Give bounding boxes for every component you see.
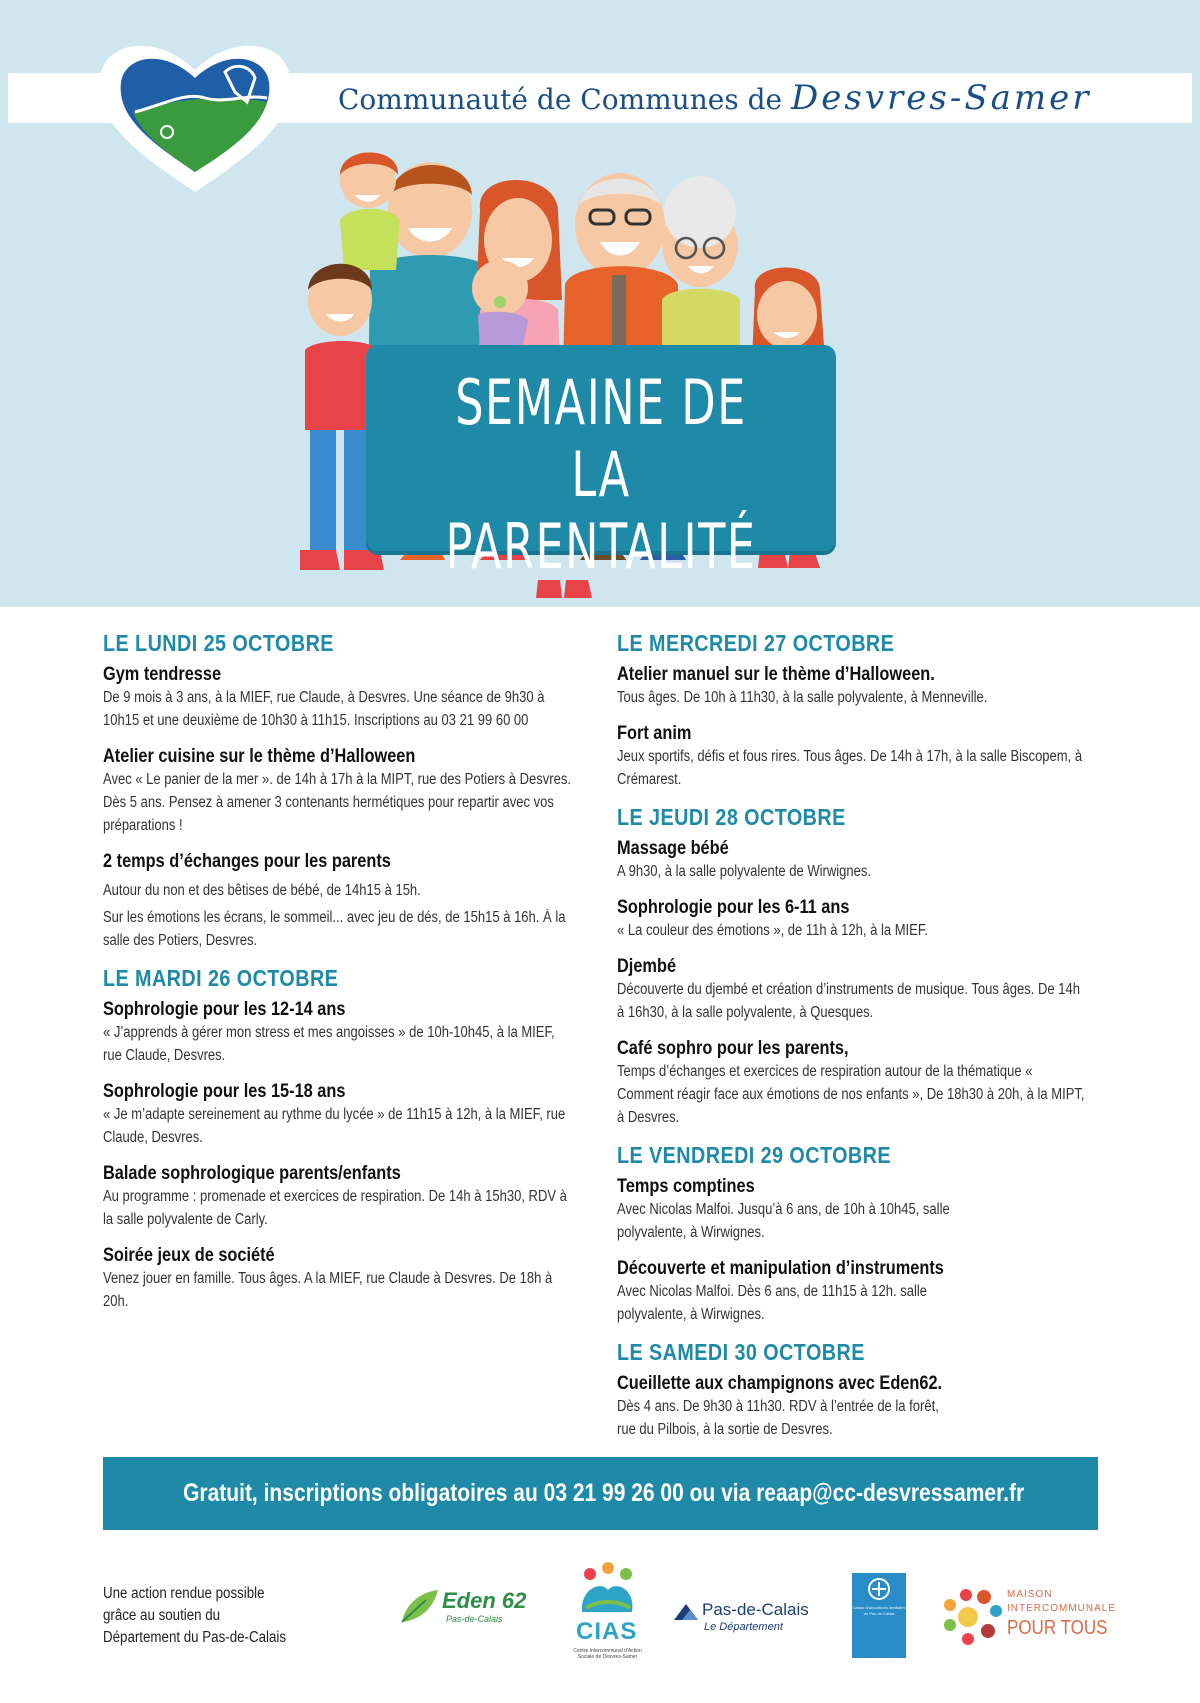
event-title: Sophrologie pour les 12-14 ans — [103, 999, 346, 1020]
registration-text: Gratuit, inscriptions obligatoires au 03 21 99 26 00 ou via reaap@cc-desvressamer.fr — [183, 1479, 1025, 1507]
cias-people-icon — [570, 1560, 645, 1620]
event-item — [617, 722, 1097, 791]
title-board — [366, 345, 836, 583]
day-block — [617, 804, 1097, 1129]
event-description: Dès 4 ans. De 9h30 à 11h30. RDV à l’entrée de la forêt, rue du Pilbois, à la sortie de Desvres. — [617, 1398, 939, 1438]
event-title: Atelier cuisine sur le thème d’Halloween — [103, 746, 416, 767]
page-title-line-2: PARENTALITÉ — [445, 510, 757, 583]
day-heading: LE SAMEDI 30 OCTOBRE — [617, 1339, 865, 1365]
event-title: Sophrologie pour les 6-11 ans — [617, 897, 850, 918]
day-heading: LE MARDI 26 OCTOBRE — [103, 965, 339, 991]
event-item — [617, 896, 1097, 942]
pdc-triangle-icon — [672, 1602, 700, 1622]
event-description: « J’apprends à gérer mon stress et mes angoisses » de 10h-10h45, à la MIEF, rue Claude, Desvres. — [103, 1024, 555, 1064]
program-column-left — [103, 630, 593, 1326]
event-description: Autour du non et des bêtises de bébé, de 14h15 à 15h. — [103, 882, 421, 899]
event-item — [103, 1080, 593, 1149]
day-block — [617, 630, 1097, 791]
day-block — [617, 1142, 1097, 1326]
event-item — [617, 837, 1097, 883]
eden-leaf-icon — [398, 1586, 442, 1626]
event-description: Venez jouer en famille. Tous âges. A la MIEF, rue Claude à Desvres. De 18h à 20h. — [103, 1270, 553, 1310]
event-description: Sur les émotions les écrans, le sommeil... avec jeu de dés, de 15h15 à 16h. À la salle des Potiers, Desvres. — [103, 909, 566, 949]
event-description: Avec Nicolas Malfoi. Jusqu’à 6 ans, de 10h à 10h45, salle polyvalente, à Wirwignes. — [617, 1201, 950, 1241]
day-heading: LE JEUDI 28 OCTOBRE — [617, 804, 846, 830]
pdc-name: Pas-de-Calais — [702, 1600, 809, 1619]
eden-sub: Pas-de-Calais — [446, 1614, 503, 1624]
eden-name: Eden 62 — [442, 1588, 527, 1613]
event-item — [103, 745, 593, 837]
event-item — [617, 1037, 1097, 1129]
org-name: Desvres-Samer — [790, 78, 1092, 118]
event-title: Balade sophrologique parents/enfants — [103, 1163, 401, 1184]
event-title: Massage bébé — [617, 838, 729, 859]
eden62-logo — [398, 1584, 527, 1634]
caf-text: Caisse d'allocations familiales du Pas-de-Calais — [852, 1605, 906, 1616]
maison-line-2: INTERCOMMUNALE — [1007, 1603, 1117, 1614]
day-block — [103, 965, 593, 1313]
event-description: Avec « Le panier de la mer ». de 14h à 17h à la MIPT, rue des Potiers à Desvres. Dès 5 ans. Pensez à amener 3 contenants hermétiques pour repartir avec vos préparations ! — [103, 771, 572, 834]
program-column-right — [617, 630, 1097, 1454]
day-heading: LE MERCREDI 27 OCTOBRE — [617, 630, 895, 656]
event-title: Gym tendresse — [103, 664, 222, 685]
event-title: Atelier manuel sur le thème d’Halloween. — [617, 664, 935, 685]
event-item — [617, 663, 1097, 709]
day-heading: LE VENDREDI 29 OCTOBRE — [617, 1142, 891, 1168]
event-item — [617, 1372, 1097, 1441]
hero-banner — [0, 0, 1200, 607]
event-description: Avec Nicolas Malfoi. Dès 6 ans, de 11h15 à 12h. salle polyvalente, à Wirwignes. — [617, 1283, 928, 1323]
maison-line-3: POUR TOUS — [1007, 1617, 1108, 1639]
event-description: De 9 mois à 3 ans, à la MIEF, rue Claude, à Desvres. Une séance de 9h30 à 10h15 et une deuxième de 10h30 à 11h15. Inscriptions au 03 21 99 60 00 — [103, 689, 545, 729]
page-title-line-1: SEMAINE DE LA — [455, 366, 747, 511]
event-title: 2 temps d’échanges pour les parents — [103, 851, 391, 872]
event-item — [103, 1244, 593, 1313]
event-title: Fort anim — [617, 723, 692, 744]
maison-dots-icon — [940, 1585, 1004, 1649]
event-description: A 9h30, à la salle polyvalente de Wirwignes. — [617, 863, 872, 880]
day-block — [103, 630, 593, 952]
event-item — [103, 850, 593, 952]
event-description: « La couleur des émotions », de 11h à 12h, à la MIEF. — [617, 922, 928, 939]
org-prefix: Communauté de Communes de — [338, 83, 791, 116]
event-description: Temps d’échanges et exercices de respiration autour de la thématique « Comment réagir face aux émotions de nos enfants », De 18h30 à 20h, à la MIPT, à Desvres. — [617, 1063, 1085, 1126]
cias-name: CIAS — [576, 1618, 638, 1645]
event-description: Jeux sportifs, défis et fous rires. Tous âges. De 14h à 17h, à la salle Biscopem, à Crémarest. — [617, 748, 1083, 788]
event-item — [103, 998, 593, 1067]
org-title — [338, 73, 1092, 123]
event-description: Découverte du djembé et création d’instruments de musique. Tous âges. De 14h à 16h30, à la salle polyvalente, à Quesques. — [617, 981, 1080, 1021]
cias-sub: Centre Intercommunal d'Action Sociale de Desvres-Samer — [573, 1648, 642, 1660]
heart-logo-icon — [95, 32, 295, 197]
maison-pour-tous-logo — [940, 1585, 1117, 1650]
pas-de-calais-logo — [672, 1600, 817, 1640]
event-title: Sophrologie pour les 15-18 ans — [103, 1081, 346, 1102]
support-statement: Une action rendue possible grâce au soutien du Département du Pas-de-Calais — [103, 1585, 287, 1646]
pdc-sub: Le Département — [704, 1621, 783, 1633]
event-title: Temps comptines — [617, 1176, 755, 1197]
event-title: Soirée jeux de société — [103, 1245, 275, 1266]
event-item — [617, 1175, 1097, 1244]
event-item — [103, 663, 593, 732]
event-title: Djembé — [617, 956, 677, 977]
caf-emblem-icon — [852, 1575, 906, 1605]
registration-banner — [103, 1457, 1098, 1530]
event-description: « Je m’adapte sereinement au rythme du lycée » de 11h15 à 12h, à la MIEF, rue Claude, Desvres. — [103, 1106, 566, 1146]
event-title: Cueillette aux champignons avec Eden62. — [617, 1373, 943, 1394]
event-item — [103, 1162, 593, 1231]
event-description: Tous âges. De 10h à 11h30, à la salle polyvalente, à Menneville. — [617, 689, 988, 706]
caf-logo — [852, 1573, 906, 1658]
maison-line-1: MAISON — [1007, 1589, 1053, 1600]
event-item — [617, 1257, 1097, 1326]
event-title: Découverte et manipulation d’instruments — [617, 1258, 944, 1279]
event-title: Café sophro pour les parents, — [617, 1038, 849, 1059]
day-block — [617, 1339, 1097, 1441]
event-description: Au programme : promenade et exercices de respiration. De 14h à 15h30, RDV à la salle polyvalente de Carly. — [103, 1188, 567, 1228]
event-item — [617, 955, 1097, 1024]
day-heading: LE LUNDI 25 OCTOBRE — [103, 630, 334, 656]
cias-logo — [570, 1560, 645, 1660]
